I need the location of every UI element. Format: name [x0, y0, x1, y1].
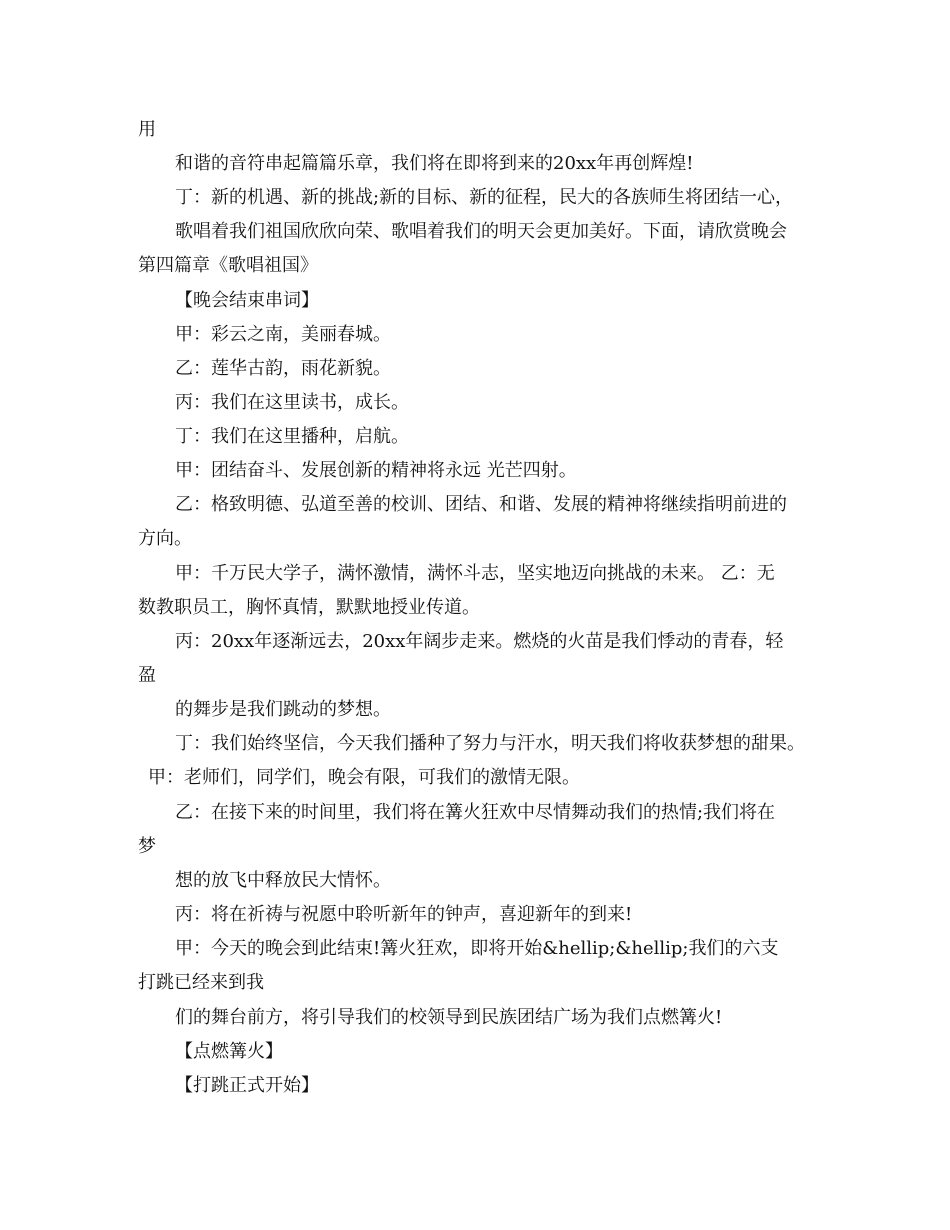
section-heading: 【点燃篝火】	[175, 1041, 283, 1062]
text-line: 和谐的音符串起篇篇乐章，我们将在即将到来的20xx年再创辉煌!	[175, 153, 694, 174]
text-line: 想的放飞中释放民大情怀。	[175, 870, 391, 891]
text-line: 甲：千万民大学子，满怀激情，满怀斗志，坚实地迈向挑战的未来。 乙：无	[175, 563, 775, 584]
text-line: 方向。	[138, 528, 192, 549]
text-line: 歌唱着我们祖国欣欣向荣、歌唱着我们的明天会更加美好。下面，请欣赏晚会	[175, 221, 787, 242]
text-line: 梦	[138, 836, 156, 857]
text-line: 用	[138, 119, 156, 140]
section-heading: 【晚会结束串词】	[175, 290, 319, 311]
text-line: 丙：将在祈祷与祝愿中聆听新年的钟声，喜迎新年的到来!	[175, 904, 633, 925]
text-line: 乙：在接下来的时间里，我们将在篝火狂欢中尽情舞动我们的热情;我们将在	[175, 802, 776, 823]
text-line: 们的舞台前方，将引导我们的校领导到民族团结广场为我们点燃篝火!	[175, 1007, 723, 1028]
text-line: 第四篇章《歌唱祖国》	[138, 255, 318, 276]
text-line: 甲：老师们，同学们，晚会有限，可我们的激情无限。	[148, 767, 580, 788]
text-line: 甲：彩云之南，美丽春城。	[175, 324, 391, 345]
text-line: 乙：格致明德、弘道至善的校训、团结、和谐、发展的精神将继续指明前进的	[175, 494, 787, 515]
text-line: 丙：20xx年逐渐远去，20xx年阔步走来。燃烧的火苗是我们悸动的青春，轻	[175, 631, 784, 652]
text-line: 丁：我们在这里播种，启航。	[175, 426, 409, 447]
text-line: 甲：团结奋斗、发展创新的精神将永远 光芒四射。	[175, 460, 577, 481]
text-line: 盈	[138, 665, 156, 686]
text-line: 的舞步是我们跳动的梦想。	[175, 699, 391, 720]
text-line: 丁：我们始终坚信，今天我们播种了努力与汗水，明天我们将收获梦想的甜果。	[175, 733, 805, 754]
text-line: 丁：新的机遇、新的挑战;新的目标、新的征程，民大的各族师生将团结一心，	[175, 187, 794, 208]
text-line: 打跳已经来到我	[138, 972, 264, 993]
text-line: 丙：我们在这里读书，成长。	[175, 392, 409, 413]
text-line: 乙：莲华古韵，雨花新貌。	[175, 358, 391, 379]
text-line: 甲：今天的晚会到此结束!篝火狂欢，即将开始&hellip;&hellip;我们的六支	[175, 938, 779, 959]
section-heading: 【打跳正式开始】	[175, 1075, 319, 1096]
text-line: 数教职员工，胸怀真情，默默地授业传道。	[138, 597, 480, 618]
